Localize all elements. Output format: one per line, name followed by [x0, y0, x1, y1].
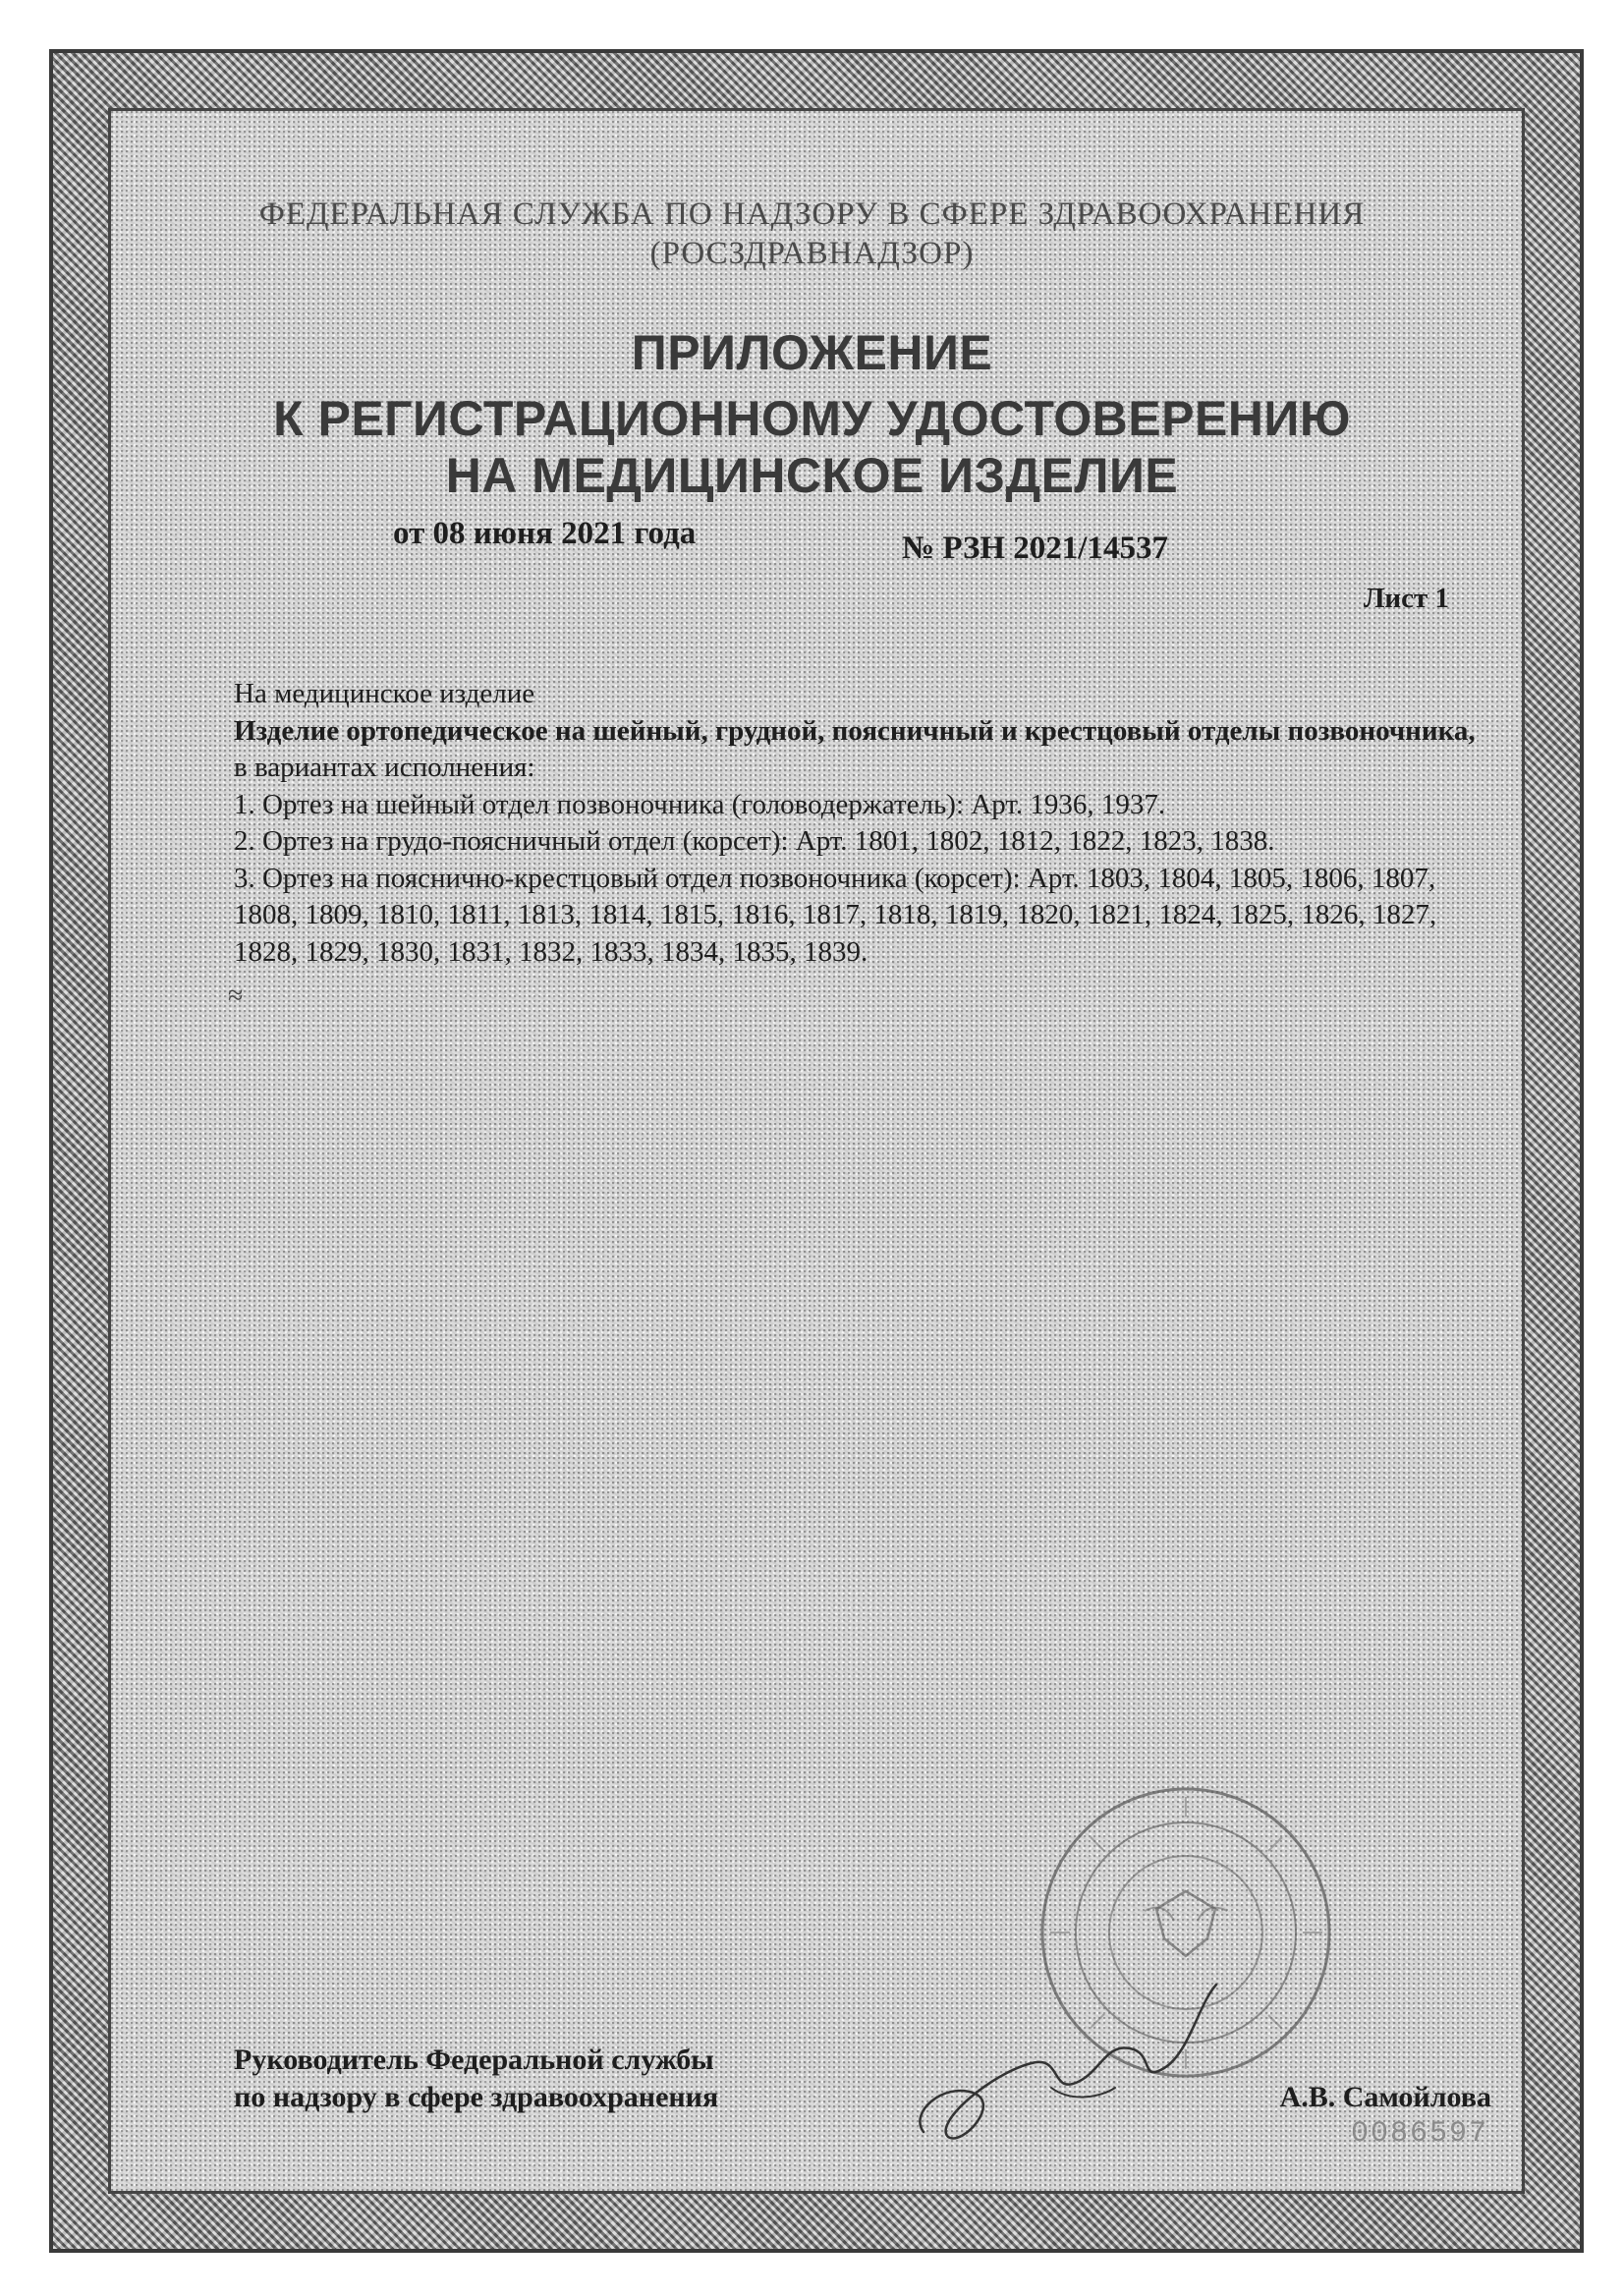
agency-name: ФЕДЕРАЛЬНАЯ СЛУЖБА ПО НАДЗОРУ В СФЕРЕ ЗДРАВООХРАНЕНИЯ: [258, 196, 1366, 232]
handwritten-mark: ≈: [228, 980, 244, 1011]
sheet-number: Лист 1: [1363, 583, 1449, 614]
variant-item: 3. Ортез на пояснично-крестцовый отдел позвоночника (корсет): Арт. 1803, 1804, 1805, 1806, 1807, 1808, 1809, 1810, 1811, 1813, 1814, 1815, 1816, 1817, 1818, 1819, 1820, 1821, 1824, 1825, 1826, 1827, 1828, 1829, 1830, 1831, 1832, 1833, 1834, 1835, 1839.: [234, 862, 1437, 968]
document-title-line3: НА МЕДИЦИНСКОЕ ИЗДЕЛИЕ: [445, 448, 1179, 503]
variant-item: 2. Ортез на грудо-поясничный отдел (корсет): Арт. 1801, 1802, 1812, 1822, 1823, 1838.: [234, 825, 1275, 857]
registration-number: № РЗН 2021/14537: [902, 531, 1168, 566]
form-serial-number: 0086597: [1350, 2117, 1488, 2151]
variant-item: 1. Ортез на шейный отдел позвоночника (головодержатель): Арт. 1936, 1937.: [234, 788, 1166, 820]
document-title-line2: К РЕГИСТРАЦИОННОМУ УДОСТОВЕРЕНИЮ: [273, 391, 1351, 446]
signatory-position-line2: по надзору в сфере здравоохранения: [234, 2081, 719, 2113]
document-body: [234, 676, 1482, 971]
product-name: Изделие ортопедическое на шейный, грудной, поясничный и крестцовый отделы позвоночника,: [234, 714, 1476, 747]
agency-abbreviation: (РОСЗДРАВНАДЗОР): [649, 236, 975, 271]
intro-line: На медицинское изделие: [234, 678, 535, 709]
issue-date: от 08 июня 2021 года: [393, 516, 697, 551]
signatory-name: А.В. Самойлова: [1279, 2081, 1491, 2113]
product-description: [234, 713, 1482, 787]
document-title: ПРИЛОЖЕНИЕ: [631, 325, 993, 380]
product-variants-intro: в вариантах исполнения:: [234, 752, 535, 783]
signatory-position: Руководитель Федеральной службы: [234, 2044, 714, 2076]
signature-icon: [904, 1965, 1238, 2152]
